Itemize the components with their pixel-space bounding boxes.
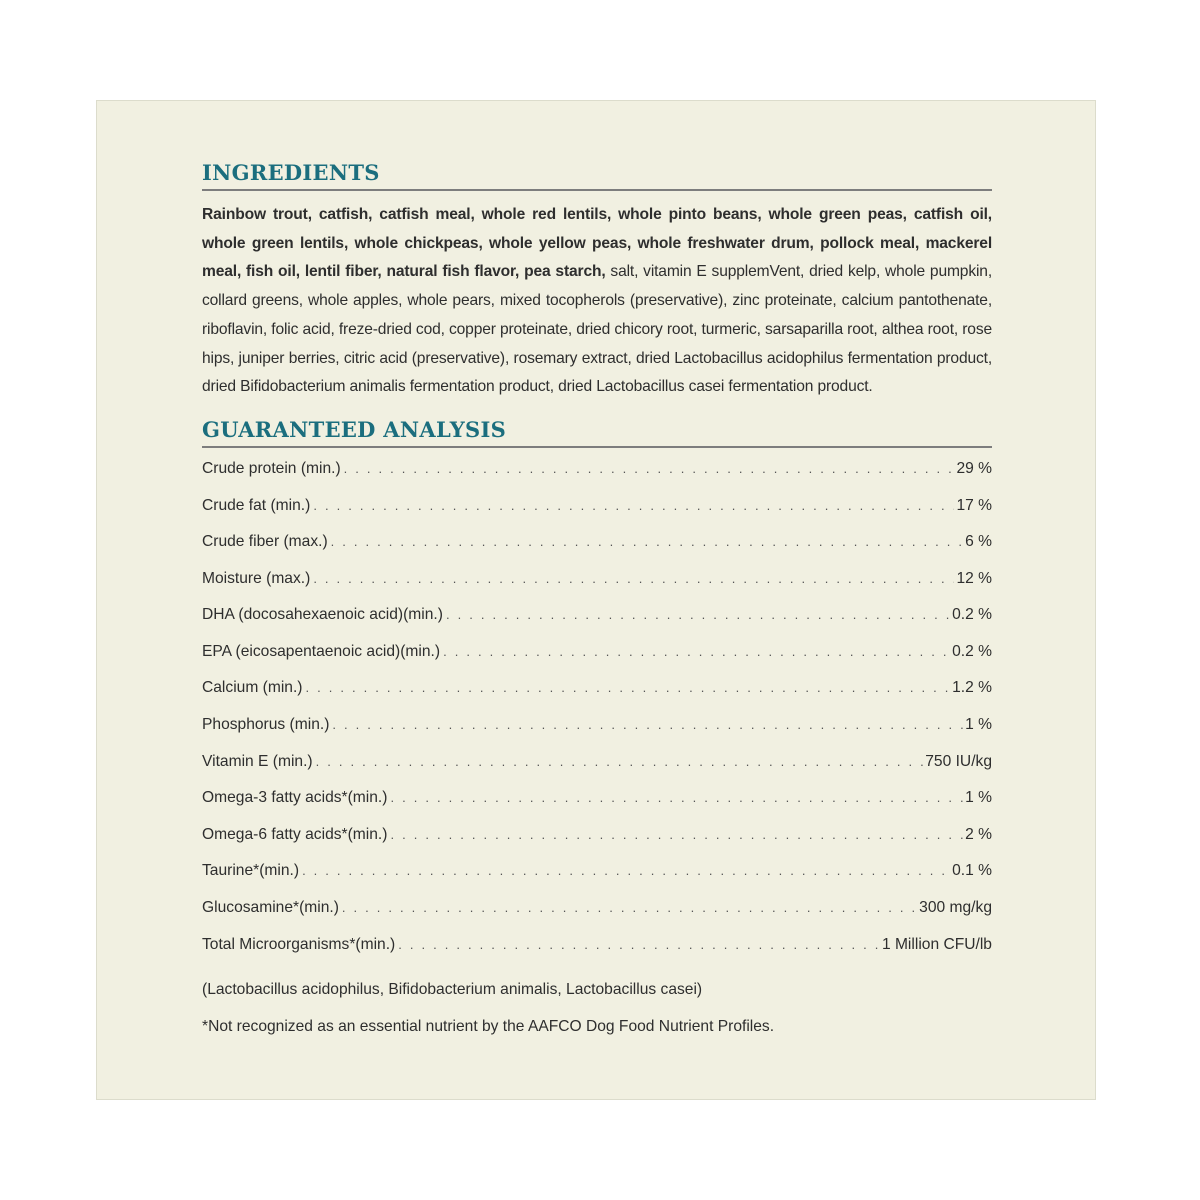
analysis-row-microorganisms [202, 936, 992, 973]
analysis-label: Crude fiber (max.) [202, 533, 328, 551]
analysis-value: 1 % [965, 716, 992, 734]
analysis-value: 12 % [956, 569, 992, 587]
analysis-row-taurine [202, 862, 992, 899]
dot-leader [398, 937, 880, 952]
analysis-label: Vitamin E (min.) [202, 752, 313, 770]
dot-leader [390, 790, 963, 805]
analysis-value: 0.2 % [952, 606, 992, 624]
analysis-label: Omega-6 fatty acids*(min.) [202, 825, 388, 843]
dot-leader [313, 498, 954, 513]
guaranteed-analysis-heading: GUARANTEED ANALYSIS [202, 418, 992, 448]
analysis-label: Phosphorus (min.) [202, 716, 330, 734]
dot-leader [313, 571, 954, 586]
analysis-row-crude-fiber [202, 533, 992, 570]
analysis-value: 29 % [956, 459, 992, 477]
analysis-value: 750 IU/kg [925, 752, 992, 770]
dot-leader [443, 644, 950, 659]
dot-leader [342, 900, 917, 915]
dot-leader [332, 717, 963, 732]
analysis-value: 2 % [965, 825, 992, 843]
analysis-label: DHA (docosahexaenoic acid)(min.) [202, 606, 443, 624]
analysis-row-omega-3 [202, 789, 992, 826]
analysis-row-crude-protein [202, 460, 992, 497]
analysis-value: 0.1 % [952, 862, 992, 880]
analysis-row-vitamin-e [202, 753, 992, 790]
analysis-row-epa [202, 643, 992, 680]
analysis-label: Crude fat (min.) [202, 496, 311, 514]
analysis-row-glucosamine [202, 899, 992, 936]
analysis-row-calcium [202, 679, 992, 716]
ingredients-bold-text: Rainbow trout, catfish, catfish meal, whole red lentils, whole pinto beans, whole green peas, catfish oil, whole green lentils, whole chickpeas, whole yellow peas, whole freshwater drum, pollock meal, mackerel meal, fish oil, lentil fiber, natural fish flavor, pea starch, [202, 206, 992, 281]
analysis-row-omega-6 [202, 826, 992, 863]
analysis-value: 1 Million CFU/lb [881, 935, 992, 953]
analysis-row-crude-fat [202, 497, 992, 534]
dot-leader [390, 827, 963, 842]
ingredients-regular-text: salt, vitamin E supplemVent, dried kelp, whole pumpkin, collard greens, whole apples, whole pears, mixed tocopherols (preservative), zinc proteinate, calcium pantothenate, riboflavin, folic acid, freze-dried cod, copper proteinate, dried chicory root, turmeric, sarsaparilla root, althea root, rose hips, juniper berries, citric acid (preservative), rosemary extract, dried Lactobacillus acidophilus fermentation product, dried Bifidobacterium animalis fermentation product, dried Lactobacillus casei fermentation product. [202, 263, 992, 396]
dot-leader [302, 863, 950, 878]
dot-leader [316, 754, 924, 769]
analysis-label: EPA (eicosapentaenoic acid)(min.) [202, 642, 441, 660]
guaranteed-analysis-table [202, 460, 992, 1046]
analysis-label: Glucosamine*(min.) [202, 899, 339, 917]
ingredients-list [202, 201, 992, 402]
analysis-row-dha [202, 606, 992, 643]
dot-leader [331, 534, 963, 549]
ingredients-heading: INGREDIENTS [202, 161, 992, 191]
analysis-label: Taurine*(min.) [202, 862, 300, 880]
analysis-value: 1.2 % [952, 679, 992, 697]
dot-leader [446, 607, 950, 622]
analysis-value: 300 mg/kg [919, 899, 992, 917]
analysis-value: 6 % [965, 533, 992, 551]
label-content [202, 161, 992, 1045]
analysis-value: 17 % [956, 496, 992, 514]
analysis-label: Total Microorganisms*(min.) [202, 935, 396, 953]
analysis-row-moisture [202, 570, 992, 607]
dot-leader [306, 680, 951, 695]
analysis-label: Calcium (min.) [202, 679, 303, 697]
analysis-value: 0.2 % [952, 642, 992, 660]
analysis-label: Omega-3 fatty acids*(min.) [202, 789, 388, 807]
analysis-value: 1 % [965, 789, 992, 807]
aafco-footnote: *Not recognized as an essential nutrient by the AAFCO Dog Food Nutrient Profiles. [202, 1017, 775, 1035]
dot-leader [344, 461, 955, 476]
analysis-label: Moisture (max.) [202, 569, 311, 587]
analysis-row-phosphorus [202, 716, 992, 753]
analysis-label: Crude protein (min.) [202, 459, 341, 477]
label-panel [96, 100, 1096, 1100]
microorganisms-note: (Lactobacillus acidophilus, Bifidobacterium animalis, Lactobacillus casei) [202, 981, 703, 999]
